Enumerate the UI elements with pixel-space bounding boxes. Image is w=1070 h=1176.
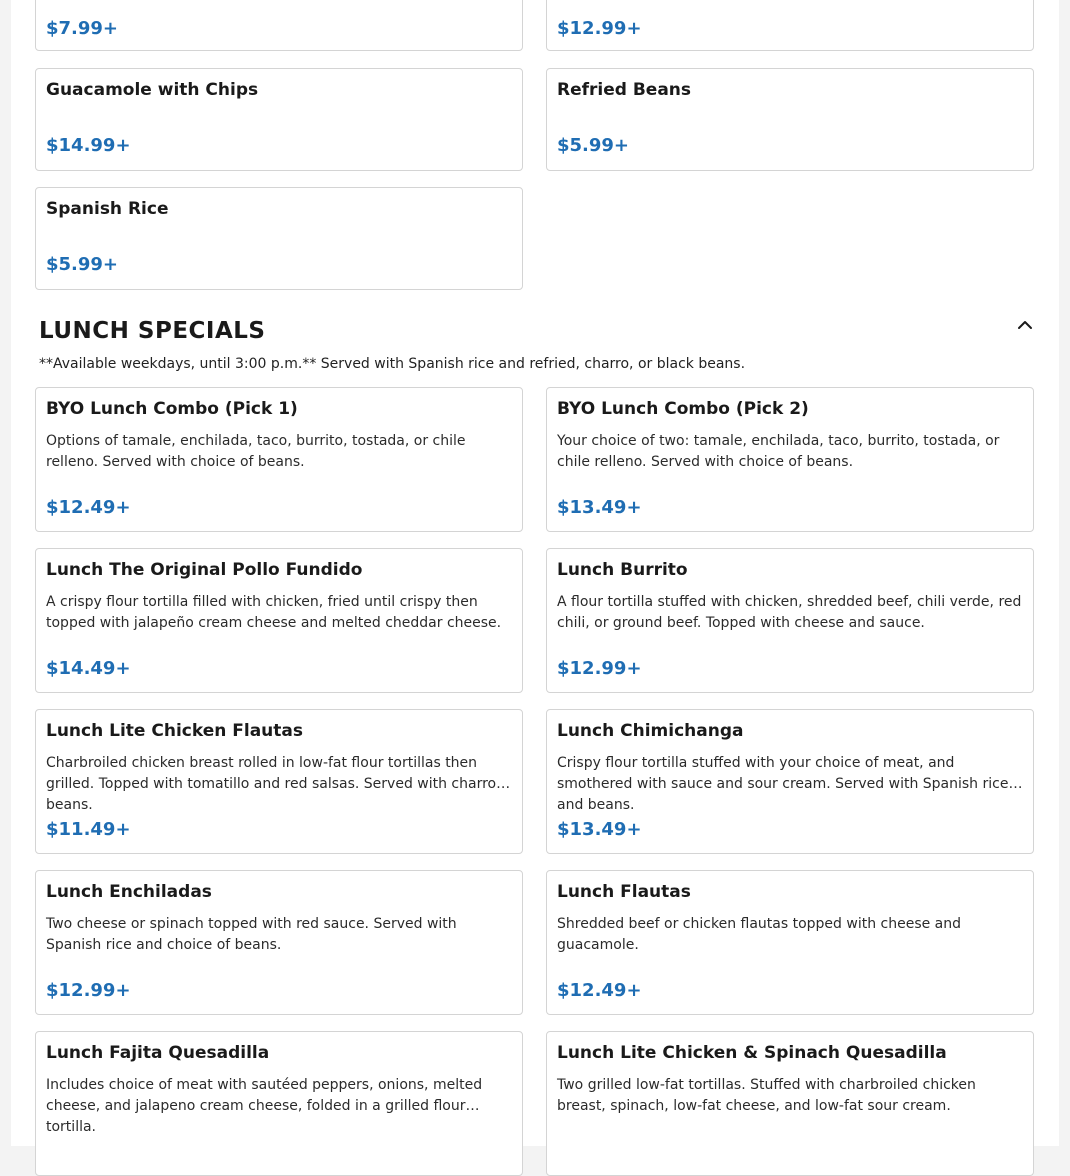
item-name: Lunch Fajita Quesadilla xyxy=(46,1043,270,1063)
item-price: $13.49+ xyxy=(557,819,642,840)
item-price: $12.99+ xyxy=(557,18,642,39)
item-description: Two grilled low-fat tortillas. Stuffed with charbroiled chicken breast, spinach, low-fat cheese, and low-fat sour cream. xyxy=(557,1077,976,1114)
item-name: Refried Beans xyxy=(557,80,692,100)
item-name: Lunch Flautas xyxy=(557,882,691,902)
item-price: $12.49+ xyxy=(557,980,642,1001)
item-price: $13.49+ xyxy=(557,497,642,518)
item-name: Spanish Rice xyxy=(46,199,169,219)
menu-item-card[interactable] xyxy=(35,68,523,171)
item-name: Lunch Chimichanga xyxy=(557,721,744,741)
item-description: A crispy flour tortilla filled with chicken, fried until crispy then topped with jalapeño cream cheese and melted cheddar cheese. xyxy=(46,594,502,631)
item-name: Lunch The Original Pollo Fundido xyxy=(46,560,363,580)
menu-item-card[interactable] xyxy=(546,387,1034,532)
menu-item-card[interactable] xyxy=(35,548,523,693)
item-description: Options of tamale, enchilada, taco, burrito, tostada, or chile relleno. Served with choice of beans. xyxy=(46,433,466,470)
item-name: Lunch Lite Chicken & Spinach Quesadilla xyxy=(557,1043,947,1063)
item-name: Lunch Enchiladas xyxy=(46,882,212,902)
item-description: Includes choice of meat with sautéed peppers, onions, melted cheese, and jalapeno cream cheese, folded in a grilled flour tortilla. xyxy=(46,1077,483,1135)
menu-item-card[interactable] xyxy=(35,387,523,532)
menu-item-card[interactable] xyxy=(35,1031,523,1176)
item-price: $11.49+ xyxy=(46,819,131,840)
item-price: $12.49+ xyxy=(46,497,131,518)
menu-item-card[interactable] xyxy=(546,68,1034,171)
menu-item-card[interactable] xyxy=(35,0,523,51)
item-description: Shredded beef or chicken flautas topped with cheese and guacamole. xyxy=(557,916,962,953)
item-price: $7.99+ xyxy=(46,18,119,39)
item-name: Lunch Burrito xyxy=(557,560,688,580)
item-name: BYO Lunch Combo (Pick 1) xyxy=(46,399,298,419)
menu-item-card[interactable] xyxy=(35,709,523,854)
item-price: $14.99+ xyxy=(46,135,131,156)
item-description: Charbroiled chicken breast rolled in low-fat flour tortillas then grilled. Topped with tomatillo and red salsas. Served with charro beans. xyxy=(46,755,497,813)
item-name: Guacamole with Chips xyxy=(46,80,259,100)
menu-item-card[interactable] xyxy=(35,870,523,1015)
item-description: Crispy flour tortilla stuffed with your choice of meat, and smothered with sauce and sour cream. Served with Spanish rice and beans. xyxy=(557,755,1009,813)
item-price: $14.49+ xyxy=(46,658,131,679)
section-description: **Available weekdays, until 3:00 p.m.** Served with Spanish rice and refried, charro, or black beans. xyxy=(39,356,746,372)
section-title: LUNCH SPECIALS xyxy=(39,318,266,344)
item-description: A flour tortilla stuffed with chicken, shredded beef, chili verde, red chili, or ground beef. Topped with cheese and sauce. xyxy=(557,594,1022,631)
menu-item-card[interactable] xyxy=(546,1031,1034,1176)
menu-item-card[interactable] xyxy=(35,187,523,290)
item-name: Lunch Lite Chicken Flautas xyxy=(46,721,303,741)
item-price: $5.99+ xyxy=(46,254,119,275)
menu-item-card[interactable] xyxy=(546,0,1034,51)
item-price: $5.99+ xyxy=(557,135,630,156)
item-price: $12.99+ xyxy=(557,658,642,679)
menu-item-card[interactable] xyxy=(546,548,1034,693)
menu-item-card[interactable] xyxy=(546,870,1034,1015)
item-name: BYO Lunch Combo (Pick 2) xyxy=(557,399,809,419)
item-description: Two cheese or spinach topped with red sauce. Served with Spanish rice and choice of beans. xyxy=(46,916,457,953)
collapse-section-button[interactable] xyxy=(1012,312,1038,338)
menu-item-card[interactable] xyxy=(546,709,1034,854)
item-description: Your choice of two: tamale, enchilada, taco, burrito, tostada, or chile relleno. Served with choice of beans. xyxy=(557,433,1000,470)
chevron-up-icon xyxy=(1017,320,1033,330)
menu-page xyxy=(11,0,1059,1146)
item-price: $12.99+ xyxy=(46,980,131,1001)
